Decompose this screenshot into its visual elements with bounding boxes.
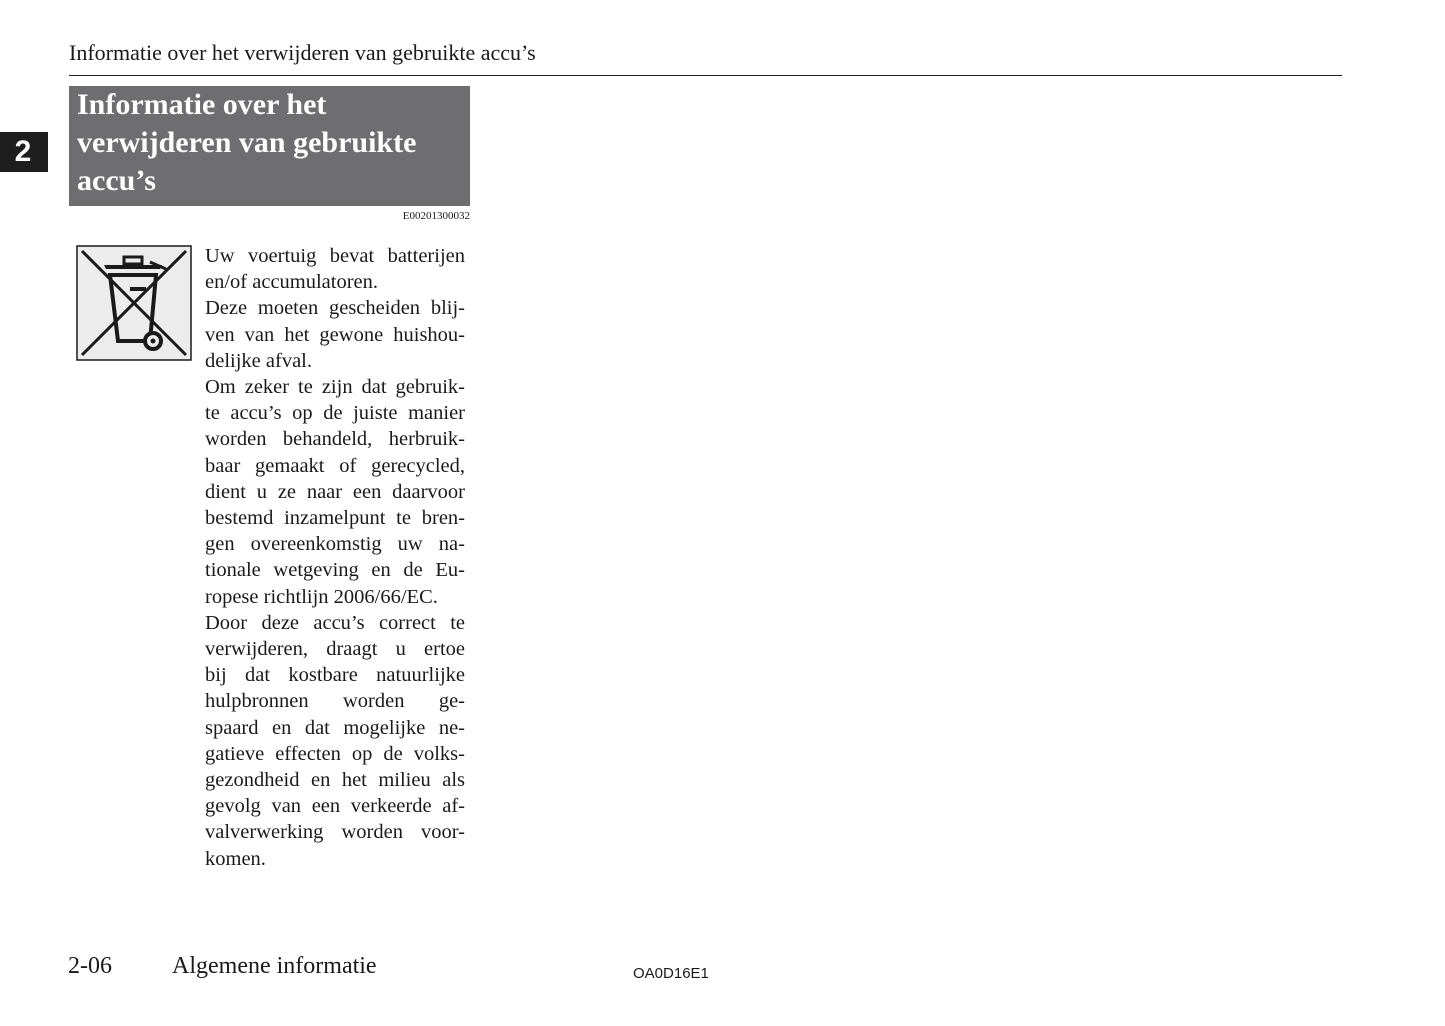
body-line: te accu’s op de juiste manier [205, 402, 465, 425]
body-line: valverwerking worden voor- [205, 821, 465, 844]
body-line: spaard en dat mogelijke ne- [205, 716, 465, 739]
section-title-line: Informatie over het [77, 88, 327, 121]
body-paragraphs [205, 243, 465, 872]
body-line: delijke afval. [205, 349, 313, 372]
section-title-line: accu’s [77, 164, 156, 197]
body-line: gezondheid en het milieu als [205, 769, 465, 792]
crossed-out-wheeled-bin-icon [76, 245, 192, 361]
body-line: Door deze accu’s correct te [205, 611, 465, 634]
body-line: Uw voertuig bevat batterijen [205, 245, 465, 267]
body-line: worden behandeld, herbruik- [205, 428, 465, 451]
header-rule [69, 75, 1342, 76]
body-line: komen. [205, 847, 266, 870]
body-line: hulpbronnen worden ge- [205, 690, 465, 713]
body-line: en/of accumulatoren. [205, 271, 379, 294]
body-line: tionale wetgeving en de Eu- [205, 559, 465, 582]
body-line: bij dat kostbare natuurlijke [205, 664, 465, 687]
page-number: 2-06 [68, 953, 112, 979]
running-header: Informatie over het verwijderen van gebruikte accu’s [69, 40, 536, 65]
body-line: dient u ze naar een daarvoor [205, 480, 465, 503]
body-line: baar gemaakt of gerecycled, [205, 454, 465, 477]
body-line: gen overeenkomstig uw na- [205, 533, 465, 556]
body-line: bestemd inzamelpunt te bren- [205, 507, 465, 530]
body-line: gatieve effecten op de volks- [205, 742, 465, 765]
section-title-box [69, 86, 470, 206]
doc-code: E00201300032 [402, 210, 470, 222]
body-line: ven van het gewone huishou- [205, 323, 465, 346]
footer-section-name: Algemene informatie [172, 953, 377, 979]
section-title-line: verwijderen van gebruikte [77, 126, 417, 159]
body-line: Deze moeten gescheiden blij- [205, 297, 465, 320]
body-line: Om zeker te zijn dat gebruik- [205, 376, 465, 399]
body-line: verwijderen, draagt u ertoe [205, 638, 465, 661]
body-line: ropese richtlijn 2006/66/EC. [205, 585, 438, 608]
body-line: gevolg van een verkeerde af- [205, 795, 465, 818]
footer-code: OA0D16E1 [633, 965, 709, 982]
chapter-tab: 2 [0, 132, 48, 172]
